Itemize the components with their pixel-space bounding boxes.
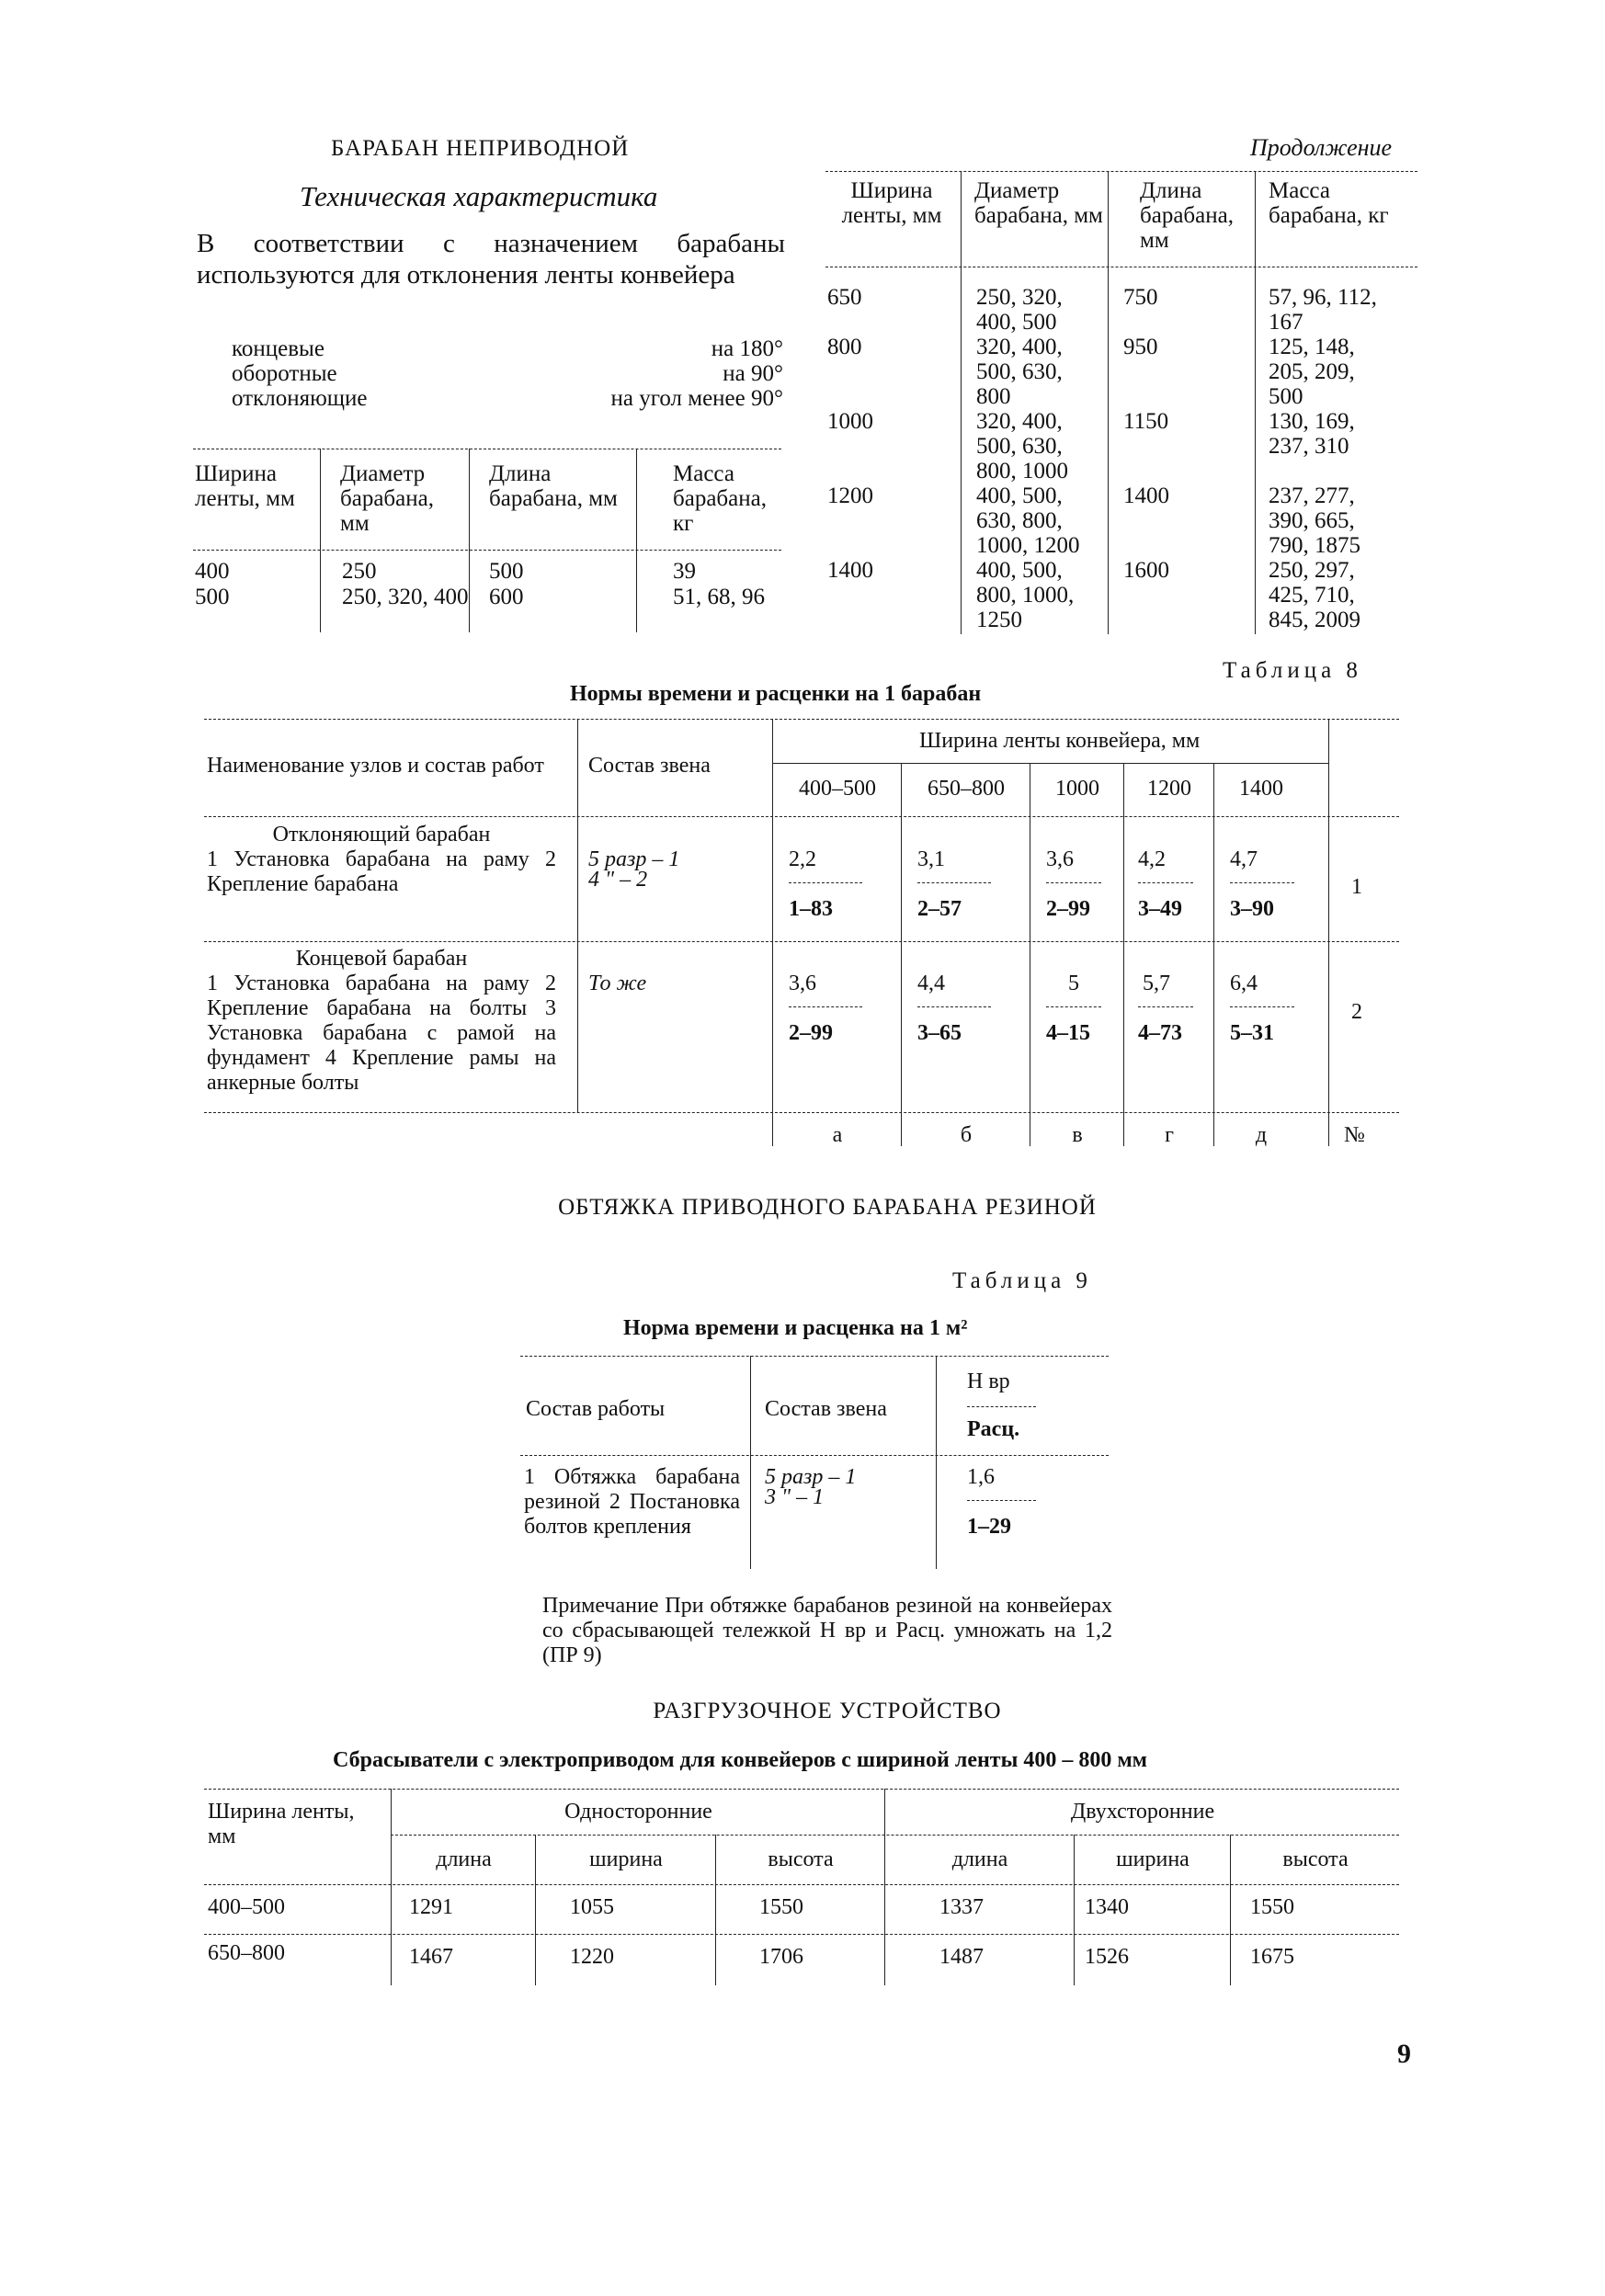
- right-cell: 1200: [827, 483, 873, 508]
- type-row: [232, 361, 783, 386]
- table-divider: [1328, 719, 1329, 1146]
- right-table-header: Ширина ленты, мм: [841, 178, 942, 228]
- right-cell: 1000: [827, 409, 873, 434]
- t8-row-work: 1 Установка барабана на раму 2 Крепление барабана: [207, 847, 556, 896]
- table-divider: [961, 171, 962, 634]
- left-table-header: Диаметр барабана, мм: [340, 461, 434, 536]
- page-number: 9: [1397, 2039, 1411, 2069]
- right-cell: 1400: [827, 558, 873, 583]
- type-value: на 90°: [723, 361, 783, 386]
- type-row: [232, 386, 783, 411]
- table-rule: [520, 1356, 1109, 1357]
- t8-rate: 2–99: [1046, 897, 1090, 921]
- right-table-header: Длина барабана, мм: [1140, 178, 1234, 253]
- t8-row-heading: Отклоняющий барабан: [272, 823, 491, 847]
- t8-rate: 4–15: [1046, 1021, 1090, 1045]
- t8-norm: 4,7: [1230, 847, 1258, 871]
- table-divider: [1074, 1835, 1075, 1985]
- s3-cell: 1340: [1085, 1895, 1129, 1919]
- s3-cell: 1675: [1250, 1945, 1294, 1969]
- table-divider: [772, 719, 773, 1146]
- s3-cell: 1337: [939, 1895, 984, 1919]
- table-title: Нормы времени и расценки на 1 барабан: [570, 682, 982, 706]
- right-cell: 130, 169, 237, 310: [1269, 409, 1355, 459]
- t9-crew: 3 " – 1: [765, 1485, 825, 1509]
- table-divider: [535, 1835, 536, 1985]
- table-label: Таблица 8: [1223, 658, 1362, 683]
- s3-dim: ширина: [1116, 1847, 1190, 1871]
- s3-cell: 1550: [759, 1895, 803, 1919]
- table-divider: [636, 449, 637, 632]
- t8-rate: 2–57: [917, 897, 962, 921]
- note: Примечание При обтяжке барабанов резиной на конвейерах со сбрасывающей тележкой Н вр и Расц. умножать на 1,2 (ПР 9): [542, 1594, 1112, 1667]
- table-divider: [1213, 763, 1214, 1146]
- fraction-line: [1138, 882, 1193, 883]
- s3-cell: 1487: [939, 1945, 984, 1969]
- section2-title: ОБТЯЖКА ПРИВОДНОГО БАРАБАНА РЕЗИНОЙ: [558, 1195, 1097, 1220]
- s3-one-sided: Односторонние: [564, 1800, 712, 1824]
- right-cell: 800: [827, 335, 862, 359]
- t8-rate: 1–83: [789, 897, 833, 921]
- t9-norm: 1,6: [967, 1465, 995, 1489]
- table-divider: [391, 1789, 392, 1985]
- s3-cell: 1706: [759, 1945, 803, 1969]
- t9-col-work: Состав работы: [526, 1397, 666, 1421]
- right-cell: 125, 148, 205, 209, 500: [1269, 335, 1355, 409]
- type-value: на угол менее 90°: [610, 386, 783, 411]
- fraction-line: [967, 1406, 1036, 1407]
- table-divider: [901, 763, 902, 1146]
- left-cell: 500: [489, 559, 524, 584]
- fraction-line: [789, 882, 862, 883]
- right-cell: 320, 400, 500, 630, 800: [976, 335, 1063, 409]
- t8-width-head: 1400: [1239, 777, 1283, 801]
- left-cell: 51, 68, 96: [673, 585, 765, 609]
- type-list: [232, 336, 783, 411]
- table-rule: [204, 1934, 1399, 1935]
- fraction-line: [789, 1006, 862, 1007]
- t8-width-head: 1200: [1147, 777, 1191, 801]
- t8-norm: 6,4: [1230, 972, 1258, 995]
- s3-col-width: Ширина ленты, мм: [208, 1800, 355, 1848]
- section3-title: РАЗГРУЗОЧНОЕ УСТРОЙСТВО: [653, 1699, 1002, 1723]
- t8-norm: 2,2: [789, 847, 816, 871]
- right-cell: 400, 500, 800, 1000, 1250: [976, 558, 1075, 632]
- intro-text: В соответствии с назначением барабаны используются для отклонения ленты конвейера: [197, 229, 785, 290]
- left-cell: 400: [195, 559, 230, 584]
- left-cell: 600: [489, 585, 524, 609]
- right-cell: 750: [1123, 285, 1158, 310]
- s3-cell: 1550: [1250, 1895, 1294, 1919]
- table-rule: [772, 763, 1328, 764]
- fraction-line: [967, 1500, 1036, 1501]
- right-cell: 57, 96, 112, 167: [1269, 285, 1377, 335]
- t8-letter: б: [960, 1123, 973, 1147]
- s3-cell: 1055: [570, 1895, 614, 1919]
- t8-norm: 3,6: [789, 972, 816, 995]
- t8-col-name: Наименование узлов и состав работ: [207, 754, 544, 778]
- t8-col-width: Ширина ленты конвейера, мм: [919, 729, 1201, 753]
- s3-cell: 400–500: [208, 1895, 285, 1919]
- right-cell: 950: [1123, 335, 1158, 359]
- left-cell: 250: [342, 559, 377, 584]
- fraction-line: [1138, 1006, 1193, 1007]
- t9-crew: 5 разр – 1: [765, 1465, 857, 1489]
- t8-rate: 4–73: [1138, 1021, 1182, 1045]
- t8-letter: г: [1165, 1123, 1174, 1147]
- fraction-line: [1046, 1006, 1101, 1007]
- t8-norm: 4,4: [917, 972, 945, 995]
- t8-norm: 3,6: [1046, 847, 1074, 871]
- t8-rate: 3–49: [1138, 897, 1182, 921]
- table-divider: [884, 1789, 885, 1985]
- right-cell: 250, 320, 400, 500: [976, 285, 1063, 335]
- t8-row-crew: 5 разр – 1: [588, 847, 680, 871]
- t8-row-crew: 4 " – 2: [588, 868, 648, 892]
- table-rule: [204, 1112, 1399, 1113]
- left-table-header: Длина барабана, мм: [489, 461, 618, 511]
- t8-rate: 3–90: [1230, 897, 1274, 921]
- t8-width-head: 400–500: [799, 777, 876, 801]
- table-title: Норма времени и расценка на 1 м²: [623, 1316, 968, 1340]
- table-divider: [577, 719, 578, 1112]
- t8-letter: в: [1072, 1123, 1083, 1147]
- t8-rate: 5–31: [1230, 1021, 1274, 1045]
- t8-num-sign: №: [1344, 1123, 1365, 1147]
- t9-work: 1 Обтяжка барабана резиной 2 Постановка болтов крепления: [524, 1465, 740, 1539]
- type-name: концевые: [232, 336, 324, 361]
- t8-row-num: 2: [1351, 1000, 1362, 1024]
- table-divider: [936, 1356, 937, 1569]
- type-name: отклоняющие: [232, 386, 368, 411]
- table-rule: [204, 941, 1399, 942]
- table-rule: [825, 171, 1417, 172]
- table-rule: [391, 1835, 1399, 1836]
- s3-cell: 1467: [409, 1945, 453, 1969]
- table-rule: [204, 816, 1399, 817]
- s3-dim: высота: [768, 1847, 834, 1871]
- table-divider: [1230, 1835, 1231, 1985]
- left-cell: 500: [195, 585, 230, 609]
- right-cell: 400, 500, 630, 800, 1000, 1200: [976, 483, 1080, 558]
- table-divider: [1123, 763, 1124, 1146]
- table-divider: [750, 1356, 751, 1569]
- t8-width-head: 1000: [1055, 777, 1099, 801]
- fraction-line: [1230, 1006, 1294, 1007]
- t8-row-heading: Концевой барабан: [295, 947, 468, 971]
- right-cell: 237, 277, 390, 665, 790, 1875: [1269, 483, 1360, 558]
- t8-norm: 5,7: [1143, 972, 1170, 995]
- s3-dim: длина: [951, 1847, 1008, 1871]
- left-table-header: Масса барабана, кг: [673, 461, 767, 536]
- right-cell: 1600: [1123, 558, 1169, 583]
- s3-dim: ширина: [589, 1847, 663, 1871]
- fraction-line: [1230, 882, 1294, 883]
- type-row: [232, 336, 783, 361]
- t8-norm: 5: [1068, 972, 1079, 995]
- t8-row-work: 1 Установка барабана на раму 2 Крепление барабана на болты 3 Установка барабана с рамой на фундамент 4 Крепление рамы на анкерные болты: [207, 972, 556, 1095]
- right-cell: 650: [827, 285, 862, 310]
- right-cell: 1400: [1123, 483, 1169, 508]
- s3-cell: 650–800: [208, 1941, 285, 1965]
- right-cell: 250, 297, 425, 710, 845, 2009: [1269, 558, 1360, 632]
- table-rule: [193, 550, 781, 551]
- right-table-header: Масса барабана, кг: [1269, 178, 1389, 228]
- left-table-header: Ширина ленты, мм: [195, 461, 295, 511]
- t8-row-num: 1: [1351, 875, 1362, 899]
- fraction-line: [917, 882, 991, 883]
- t9-col-rate: Расц.: [967, 1417, 1020, 1441]
- right-table-header: Диаметр барабана, мм: [974, 178, 1103, 228]
- s3-dim: длина: [436, 1847, 492, 1871]
- fraction-line: [917, 1006, 991, 1007]
- section-title: БАРАБАН НЕПРИВОДНОЙ: [331, 136, 630, 161]
- section-subtitle: Техническая характеристика: [300, 180, 658, 212]
- t8-letter: д: [1255, 1123, 1268, 1147]
- s3-cell: 1220: [570, 1945, 614, 1969]
- table-rule: [204, 1884, 1399, 1885]
- s3-cell: 1291: [409, 1895, 453, 1919]
- t8-rate: 2–99: [789, 1021, 833, 1045]
- t8-rate: 3–65: [917, 1021, 962, 1045]
- t8-width-head: 650–800: [928, 777, 1005, 801]
- table-rule: [520, 1455, 1109, 1456]
- t8-col-crew: Состав звена: [588, 754, 711, 778]
- table-divider: [320, 449, 321, 632]
- t9-rate: 1–29: [967, 1515, 1011, 1539]
- fraction-line: [1046, 882, 1101, 883]
- s3-cell: 1526: [1085, 1945, 1129, 1969]
- table-rule: [204, 1789, 1399, 1790]
- right-cell: 1150: [1123, 409, 1169, 434]
- table-label: Таблица 9: [952, 1268, 1092, 1293]
- s3-two-sided: Двухсторонние: [1070, 1800, 1215, 1824]
- type-name: оборотные: [232, 361, 337, 386]
- t8-row-crew: То же: [588, 972, 647, 995]
- section3-subtitle: Сбрасыватели с электроприводом для конвейеров с шириной ленты 400 – 800 мм: [333, 1748, 1148, 1772]
- table-divider: [1255, 171, 1256, 634]
- type-value: на 180°: [711, 336, 783, 361]
- t9-col-crew: Состав звена: [765, 1397, 887, 1421]
- table-divider: [715, 1835, 716, 1985]
- t8-norm: 4,2: [1138, 847, 1166, 871]
- table-rule: [204, 719, 1399, 720]
- t8-norm: 3,1: [917, 847, 945, 871]
- left-cell: 250, 320, 400: [342, 585, 469, 609]
- right-cell: 320, 400, 500, 630, 800, 1000: [976, 409, 1068, 483]
- continuation-caption: Продолжение: [1250, 134, 1393, 161]
- s3-dim: высота: [1282, 1847, 1349, 1871]
- t8-letter: а: [832, 1123, 843, 1147]
- t9-col-norm: Н вр: [967, 1370, 1010, 1393]
- table-divider: [1108, 171, 1109, 634]
- left-cell: 39: [673, 559, 696, 584]
